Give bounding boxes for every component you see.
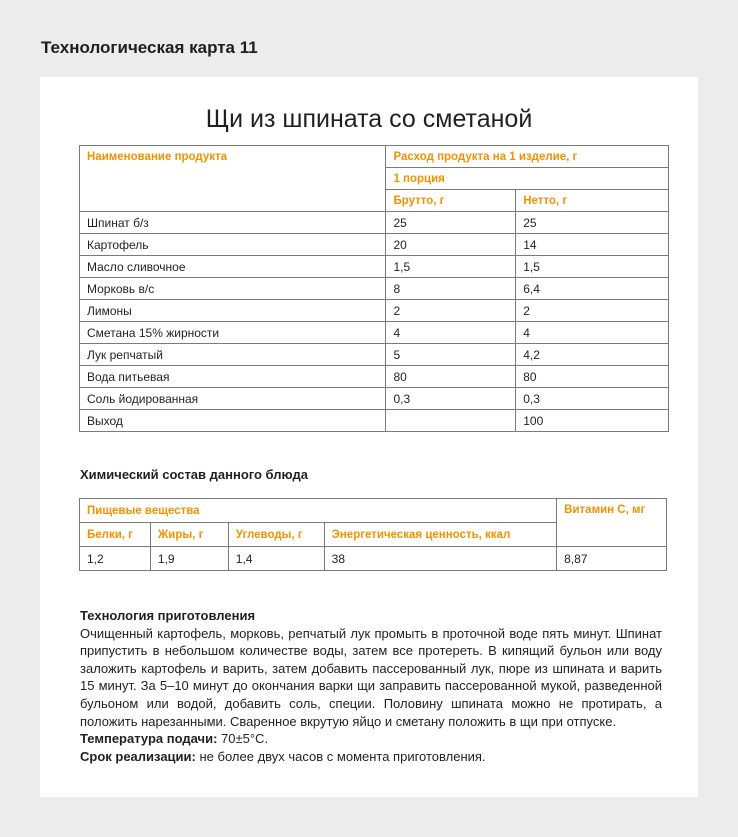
shelf-life-label: Срок реализации: bbox=[80, 748, 196, 764]
ingredient-net: 4 bbox=[516, 322, 669, 344]
energy-value: 38 bbox=[324, 547, 557, 571]
ingredients-header-row bbox=[80, 146, 669, 168]
chem-header-row bbox=[80, 499, 667, 523]
ingredient-name: Выход bbox=[80, 410, 386, 432]
col-protein-header: Белки, г bbox=[80, 523, 151, 547]
ingredient-row bbox=[80, 256, 669, 278]
ingredient-net: 25 bbox=[516, 212, 669, 234]
ingredient-name: Шпинат б/з bbox=[80, 212, 386, 234]
ingredient-row bbox=[80, 344, 669, 366]
vitc-value: 8,87 bbox=[557, 547, 667, 571]
ingredient-gross: 1,5 bbox=[386, 256, 516, 278]
col-nutrients-header: Пищевые вещества bbox=[80, 499, 557, 523]
ingredient-gross: 4 bbox=[386, 322, 516, 344]
ingredient-gross: 5 bbox=[386, 344, 516, 366]
carbs-value: 1,4 bbox=[228, 547, 324, 571]
serving-temp-label: Температура подачи: bbox=[80, 731, 218, 747]
fat-value: 1,9 bbox=[150, 547, 228, 571]
ingredient-gross: 25 bbox=[386, 212, 516, 234]
col-fat-header: Жиры, г bbox=[150, 523, 228, 547]
ingredient-net: 100 bbox=[516, 410, 669, 432]
ingredient-name: Соль йодированная bbox=[80, 388, 386, 410]
ingredient-net: 80 bbox=[516, 366, 669, 388]
ingredient-net: 4,2 bbox=[516, 344, 669, 366]
shelf-life-line bbox=[80, 748, 662, 766]
ingredient-gross bbox=[386, 410, 516, 432]
tech-card bbox=[40, 77, 698, 797]
ingredient-gross: 20 bbox=[386, 234, 516, 256]
ingredient-gross: 8 bbox=[386, 278, 516, 300]
chem-title: Химический состав данного блюда bbox=[80, 467, 308, 482]
ingredient-name: Лимоны bbox=[80, 300, 386, 322]
col-gross-header: Брутто, г bbox=[386, 190, 516, 212]
ingredient-row bbox=[80, 322, 669, 344]
ingredient-net: 0,3 bbox=[516, 388, 669, 410]
ingredient-row bbox=[80, 366, 669, 388]
ingredient-net: 1,5 bbox=[516, 256, 669, 278]
chem-table bbox=[79, 498, 667, 571]
col-energy-header: Энергетическая ценность, ккал bbox=[324, 523, 557, 547]
tech-title: Технология приготовления bbox=[80, 608, 256, 623]
ingredient-name: Сметана 15% жирности bbox=[80, 322, 386, 344]
ingredient-row bbox=[80, 388, 669, 410]
col-usage-header: Расход продукта на 1 изделие, г bbox=[386, 146, 669, 168]
ingredient-row bbox=[80, 278, 669, 300]
col-name-header: Наименование продукта bbox=[80, 146, 386, 212]
ingredient-name: Вода питьевая bbox=[80, 366, 386, 388]
ingredient-net: 2 bbox=[516, 300, 669, 322]
ingredient-name: Масло сливочное bbox=[80, 256, 386, 278]
serving-temp-line bbox=[80, 730, 662, 748]
col-net-header: Нетто, г bbox=[516, 190, 669, 212]
ingredient-name: Лук репчатый bbox=[80, 344, 386, 366]
tech-block bbox=[80, 607, 662, 765]
col-vitc-header: Витамин С, мг bbox=[557, 499, 667, 547]
chem-values-row bbox=[80, 547, 667, 571]
ingredient-net: 6,4 bbox=[516, 278, 669, 300]
ingredient-row bbox=[80, 410, 669, 432]
protein-value: 1,2 bbox=[80, 547, 151, 571]
col-carbs-header: Углеводы, г bbox=[228, 523, 324, 547]
ingredient-name: Морковь в/с bbox=[80, 278, 386, 300]
ingredient-gross: 0,3 bbox=[386, 388, 516, 410]
dish-title: Щи из шпината со сметаной bbox=[205, 105, 533, 133]
tech-text: Очищенный картофель, морковь, репчатый лук промыть в проточной воде пять минут. Шпинат припустить в небольшом количестве воды, затем все протереть. В кипящий бульон или воду заложить картофель и варить, затем добавить пассерованный лук, пюре из шпината и варить 15 минут. За 5–10 минут до окончания варки щи заправить пассерованной мукой, разведенной бульоном или водой, добавить соль, специи. Половину шпината можно не протирать, а положить нарезанными. Сваренное вкрутую яйцо и сметану положить в щи при отпуске. bbox=[80, 625, 662, 729]
ingredient-gross: 80 bbox=[386, 366, 516, 388]
serving-temp-value: 70±5°С. bbox=[221, 731, 269, 747]
ingredient-row bbox=[80, 300, 669, 322]
shelf-life-value: не более двух часов с момента приготовления. bbox=[199, 748, 486, 764]
ingredient-row bbox=[80, 234, 669, 256]
ingredient-name: Картофель bbox=[80, 234, 386, 256]
ingredients-table bbox=[79, 145, 669, 432]
ingredient-row bbox=[80, 212, 669, 234]
ingredient-net: 14 bbox=[516, 234, 669, 256]
page-header-title: Технологическая карта 11 bbox=[41, 38, 258, 57]
ingredient-gross: 2 bbox=[386, 300, 516, 322]
portion-header: 1 порция bbox=[386, 168, 669, 190]
